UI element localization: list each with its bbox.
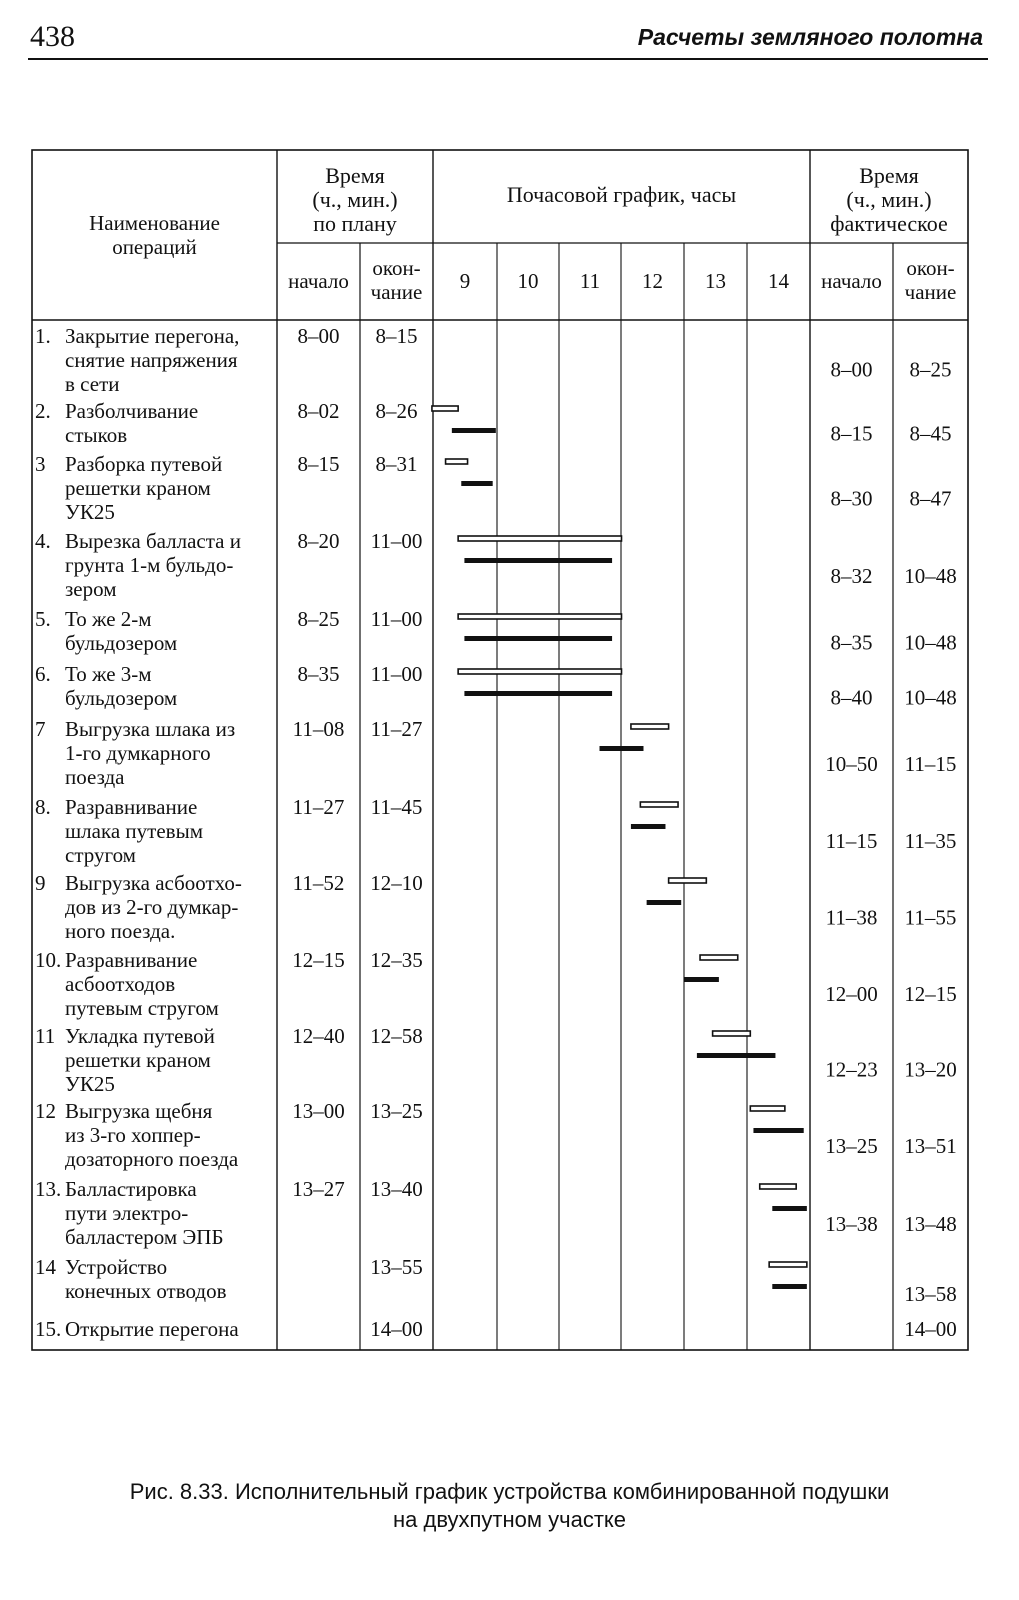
plan-bar (446, 459, 468, 464)
plan-end: 14–00 (370, 1317, 423, 1341)
operation-name: То же 3-м (65, 662, 152, 686)
actual-bar (631, 824, 666, 829)
operation-name: УК25 (65, 500, 115, 524)
plan-end: 12–35 (370, 948, 423, 972)
running-title: Расчеты земляного полотна (637, 24, 983, 50)
plan-bar (760, 1184, 796, 1189)
actual-bar (464, 558, 612, 563)
table-row (35, 1024, 957, 1096)
row-number: 5. (35, 607, 51, 631)
plan-start: 8–35 (297, 662, 340, 686)
plan-start: 8–00 (297, 324, 340, 348)
row-number: 6. (35, 662, 51, 686)
fact-start: 10–50 (825, 752, 878, 776)
table-row (35, 399, 952, 447)
operation-name: балластером ЭПБ (65, 1225, 224, 1249)
table-row (35, 452, 952, 524)
plan-start: 11–08 (292, 717, 345, 741)
header-operation-name: Наименование (89, 211, 220, 235)
fact-start: 13–25 (825, 1134, 878, 1158)
table-row (35, 1255, 957, 1306)
operation-name: стыков (65, 423, 128, 447)
row-number: 12 (35, 1099, 56, 1123)
operation-name: Открытие перегона (65, 1317, 239, 1341)
fact-end: 11–35 (904, 829, 957, 853)
plan-start: 8–20 (297, 529, 340, 553)
plan-bar (669, 878, 707, 883)
actual-bar (464, 636, 612, 641)
fact-start: 8–30 (830, 486, 873, 511)
plan-bar (769, 1262, 807, 1267)
fact-start: 11–38 (825, 905, 878, 930)
header-hour-13: 13 (705, 269, 726, 293)
operation-name: УК25 (65, 1072, 115, 1096)
table-row (35, 948, 957, 1020)
fact-end: 8–47 (909, 486, 952, 511)
caption-line-1: Рис. 8.33. Исполнительный график устройства комбинированной подушки (129, 1479, 890, 1504)
fact-end: 14–00 (904, 1317, 957, 1341)
operation-name: путевым стругом (65, 996, 219, 1020)
plan-bar (458, 536, 621, 541)
plan-end: 11–00 (370, 662, 423, 686)
fact-end: 10–48 (904, 630, 957, 655)
caption-line-2: на двухпутном участке (392, 1507, 627, 1532)
operation-name: Выгрузка щебня (65, 1099, 213, 1123)
operation-name: поезда (65, 765, 125, 789)
plan-bar (713, 1031, 751, 1036)
header-actual-time: фактическое (830, 211, 948, 236)
plan-bar (432, 406, 458, 411)
row-number: 13. (35, 1177, 62, 1201)
plan-end: 12–58 (370, 1024, 423, 1048)
fact-start: 13–38 (825, 1212, 878, 1236)
plan-end: 8–26 (375, 399, 418, 423)
plan-bar (750, 1106, 785, 1111)
operation-name: зером (65, 577, 117, 601)
fact-start: 8–15 (830, 421, 873, 446)
row-number: 1. (35, 324, 51, 348)
header-plan-end: окон- (372, 256, 421, 280)
actual-bar (452, 428, 496, 433)
plan-end: 11–00 (370, 529, 423, 553)
operation-name: пути электро- (65, 1201, 189, 1225)
table-row (35, 1177, 957, 1249)
page-number: 438 (30, 20, 75, 53)
fact-start: 11–15 (825, 829, 878, 853)
operation-name: бульдозером (65, 686, 178, 710)
operation-name: 1-го думкарного (65, 741, 211, 765)
table-header (89, 163, 956, 304)
operation-name: ного поезда. (65, 919, 176, 943)
fact-start: 12–23 (825, 1057, 878, 1082)
plan-end: 13–40 (370, 1177, 423, 1201)
plan-start: 12–40 (292, 1024, 345, 1048)
header-fact-end: окон- (906, 256, 955, 280)
header-actual-time: Время (859, 163, 919, 188)
figure-caption (0, 1478, 1019, 1534)
actual-bar (647, 900, 682, 905)
gantt-bars (432, 406, 807, 1289)
operation-name: Укладка путевой (65, 1024, 215, 1048)
operation-name: в сети (65, 372, 120, 396)
row-number: 14 (35, 1255, 56, 1279)
actual-bar (684, 977, 719, 982)
header-hour-9: 9 (459, 269, 471, 293)
operation-name: Разборка путевой (65, 452, 223, 476)
header-actual-time: (ч., мин.) (846, 187, 932, 212)
table-row (35, 1099, 957, 1171)
plan-end: 13–25 (370, 1099, 423, 1123)
plan-start: 8–02 (297, 399, 340, 423)
header-plan-start: начало (288, 269, 349, 293)
header-plan-time: Время (325, 163, 385, 188)
plan-start: 13–00 (292, 1099, 345, 1123)
fact-end: 13–48 (904, 1212, 957, 1236)
operation-name: стругом (65, 843, 136, 867)
plan-start: 11–27 (292, 795, 345, 819)
fact-end: 13–58 (904, 1282, 957, 1306)
operation-name: Устройство (65, 1255, 168, 1279)
table-row (35, 717, 956, 789)
header-hour-10: 10 (517, 269, 539, 293)
operation-name: Балластировка (65, 1177, 197, 1201)
plan-end: 11–27 (370, 717, 423, 741)
operation-name: Закрытие перегона, (65, 324, 240, 348)
plan-end: 8–15 (375, 324, 418, 348)
plan-start: 8–25 (297, 607, 340, 631)
plan-end: 13–55 (370, 1255, 423, 1279)
operation-name: Разравнивание (65, 795, 198, 819)
actual-bar (697, 1053, 776, 1058)
actual-bar (772, 1206, 807, 1211)
header-plan-time: по плану (313, 211, 397, 236)
fact-end: 13–51 (904, 1134, 957, 1158)
operation-name: решетки краном (65, 476, 211, 500)
table-row (35, 1317, 957, 1341)
table-body (35, 324, 957, 1341)
operation-name: решетки краном (65, 1048, 211, 1072)
row-number: 2. (35, 399, 51, 423)
fact-start: 8–40 (830, 685, 873, 710)
operation-name: Вырезка балласта и (65, 529, 241, 553)
plan-bar (458, 669, 621, 674)
header-hour-14: 14 (768, 269, 789, 293)
operation-name: дов из 2-го думкар- (65, 895, 239, 919)
row-number: 9 (35, 871, 46, 895)
row-number: 4. (35, 529, 51, 553)
operation-name: из 3-го хоппер- (65, 1123, 201, 1147)
actual-bar (753, 1128, 803, 1133)
plan-start: 8–15 (297, 452, 340, 476)
fact-start: 12–00 (825, 982, 878, 1006)
header-plan-end: чание (370, 280, 423, 304)
fact-start: 8–35 (830, 630, 873, 655)
row-number: 7 (35, 717, 46, 741)
header-hour-12: 12 (642, 269, 663, 293)
row-number: 3 (35, 452, 46, 476)
plan-start: 12–15 (292, 948, 345, 972)
plan-end: 11–45 (370, 795, 423, 819)
header-chart-title: Почасовой график, часы (506, 182, 737, 207)
row-number: 8. (35, 795, 51, 819)
operation-name: снятие напряжения (65, 348, 238, 372)
plan-start: 11–52 (292, 871, 345, 895)
header-fact-end: чание (904, 280, 957, 304)
operation-name: грунта 1-м бульдо- (65, 553, 234, 577)
header-plan-time: (ч., мин.) (312, 187, 398, 212)
fact-end: 11–55 (904, 905, 957, 930)
header-fact-start: начало (821, 269, 882, 293)
operation-name: асбоотходов (65, 972, 176, 996)
fact-end: 10–48 (904, 564, 957, 588)
operation-name: шлака путевым (65, 819, 203, 843)
plan-bar (640, 802, 678, 807)
operation-name: Выгрузка шлака из (65, 717, 236, 741)
fact-start: 8–32 (830, 564, 873, 588)
plan-bar (700, 955, 738, 960)
fact-start: 8–00 (830, 357, 873, 382)
fact-end: 12–15 (904, 982, 957, 1006)
header-operation-name: операций (112, 235, 197, 259)
operation-name: бульдозером (65, 631, 178, 655)
plan-end: 11–00 (370, 607, 423, 631)
plan-end: 8–31 (375, 452, 418, 476)
plan-start: 13–27 (292, 1177, 345, 1201)
table-row (35, 795, 956, 867)
plan-bar (458, 614, 621, 619)
header-hour-11: 11 (579, 269, 601, 293)
fact-end: 8–45 (909, 421, 952, 446)
fact-end: 10–48 (904, 685, 957, 710)
actual-bar (772, 1284, 807, 1289)
table-row (35, 324, 952, 396)
fact-end: 13–20 (904, 1057, 957, 1082)
plan-end: 12–10 (370, 871, 423, 895)
row-number: 11 (35, 1024, 56, 1048)
operation-name: конечных отводов (65, 1279, 227, 1303)
operation-name: дозаторного поезда (65, 1147, 239, 1171)
row-number: 10. (35, 948, 62, 972)
fact-end: 11–15 (904, 752, 957, 776)
operation-name: Разравнивание (65, 948, 198, 972)
table-row (35, 871, 956, 943)
operation-name: То же 2-м (65, 607, 152, 631)
actual-bar (464, 691, 612, 696)
operation-name: Разболчивание (65, 399, 199, 423)
actual-bar (461, 481, 492, 486)
operation-name: Выгрузка асбоотхо- (65, 871, 242, 895)
actual-bar (600, 746, 644, 751)
row-number: 15. (35, 1317, 62, 1341)
fact-end: 8–25 (909, 357, 952, 382)
plan-bar (631, 724, 669, 729)
